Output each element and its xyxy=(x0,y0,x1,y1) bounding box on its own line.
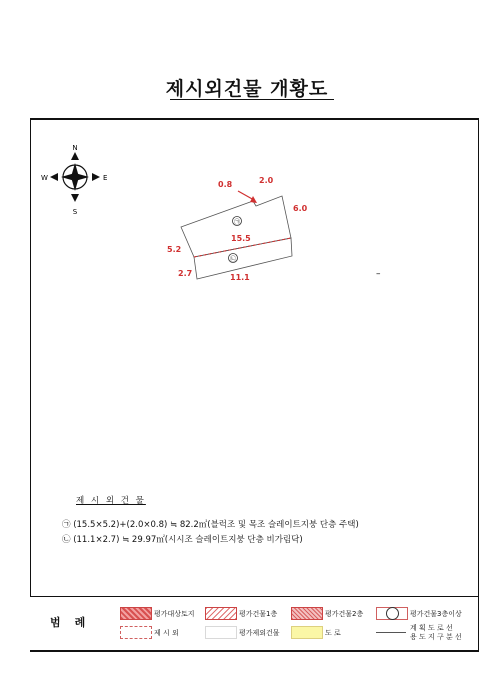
legend-swatch-target-land xyxy=(120,607,152,620)
notes-heading: 제 시 외 건 물 xyxy=(76,496,146,506)
building-1-marker-label: ㉠ xyxy=(233,219,241,226)
compass-w-label: W xyxy=(41,174,48,182)
east-arrow-icon xyxy=(92,173,100,181)
leader-arrow-icon xyxy=(250,196,257,203)
legend-title: 범례 xyxy=(50,616,100,629)
compass-e-label: E xyxy=(103,174,108,182)
legend-label-floor1: 평가건물1층 xyxy=(239,610,278,618)
legend-label-eval-excluded: 평가제외건물 xyxy=(239,629,280,637)
legend-label-floor2: 평가건물2층 xyxy=(325,610,364,618)
compass-n-label: N xyxy=(72,144,78,152)
dim-2-7: 2.7 xyxy=(178,269,193,278)
legend-swatch-floor1 xyxy=(205,607,237,620)
legend-label-planned-road: 계 획 도 로 선 xyxy=(410,624,453,632)
dim-2-0: 2.0 xyxy=(259,176,274,185)
note-line-1: ㉠ (15.5×5.2)+(2.0×0.8) ≒ 82.2㎡(블럭조 및 목조 슬레이트지붕 단층 주택) xyxy=(62,520,359,530)
legend-swatch-eval-excluded xyxy=(205,626,237,639)
compass-s-label: S xyxy=(72,208,78,216)
dim-0-8: 0.8 xyxy=(218,180,233,189)
legend-swatch-road xyxy=(291,626,323,639)
compass-rose xyxy=(41,144,107,216)
leader-line xyxy=(238,191,254,200)
north-arrow-icon xyxy=(71,152,79,160)
note-line-2: ㉡ (11.1×2.7) ≒ 29.97㎡(시시조 슬레이트지붕 단층 비가림닥) xyxy=(62,535,303,545)
building-1-outline xyxy=(181,196,291,257)
dim-6-0: 6.0 xyxy=(293,204,308,213)
legend-swatch-floor2 xyxy=(291,607,323,620)
legend-swatch-planned-road xyxy=(376,632,406,633)
dim-15-5: 15.5 xyxy=(231,234,251,243)
legend-label-target-land: 평가대상토지 xyxy=(154,610,195,618)
building-2-marker-label: ㉡ xyxy=(229,256,237,263)
legend-swatch-excluded xyxy=(120,626,152,639)
building-notes xyxy=(62,494,359,548)
legend-swatch-floor3 xyxy=(376,607,408,620)
legend-label-excluded: 제 시 외 xyxy=(154,629,179,637)
dim-11-1: 11.1 xyxy=(230,273,250,282)
circle-icon xyxy=(386,607,399,620)
legend-label-zoning-line: 용 도 지 구 분 선 xyxy=(410,633,462,641)
page-title: 제시외건물 개황도 xyxy=(165,78,329,100)
stray-mark: – xyxy=(376,269,381,279)
dim-5-2: 5.2 xyxy=(167,245,182,254)
south-arrow-icon xyxy=(71,194,79,202)
legend-label-floor3: 평가건물3층이상 xyxy=(410,610,462,618)
legend-label-road: 도 로 xyxy=(325,629,341,637)
west-arrow-icon xyxy=(50,173,58,181)
